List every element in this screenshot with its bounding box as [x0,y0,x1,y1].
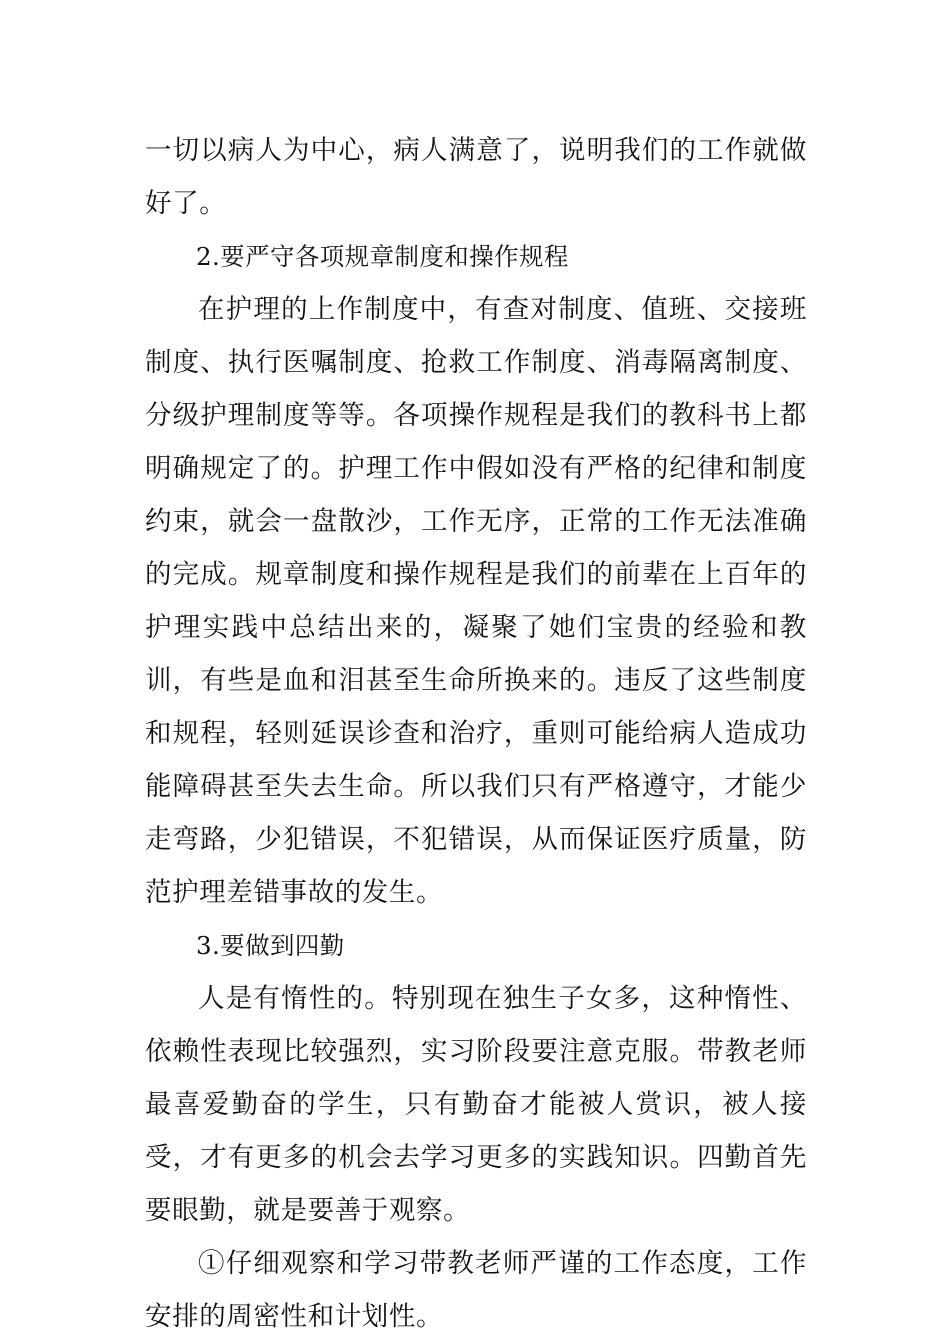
paragraph-rules: 在护理的上作制度中，有查对制度、值班、交接班制度、执行医嘱制度、抢救工作制度、消毒隔离制度、分级护理制度等等。各项操作规程是我们的教科书上都明确规定了的。护理工作中假如没有严格的纪律和制度约束，就会一盘散沙，工作无序，正常的工作无法准确的完成。规章制度和操作规程是我们的前辈在上百年的护理实践中总结出来的，凝聚了她们宝贵的经验和教训，有些是血和泪甚至生命所换来的。违反了这些制度和规程，轻则延误诊查和治疗，重则可能给病人造成功能障碍甚至失去生命。所以我们只有严格遵守，才能少走弯路，少犯错误，不犯错误，从而保证医疗质量，防范护理差错事故的发生。 [145,294,807,908]
section-heading-3: 3.要做到四勤 [196,931,345,960]
paragraph-diligence: 人是有惰性的。特别现在独生子女多，这种惰性、依赖性表现比较强烈，实习阶段要注意克服。带教老师最喜爱勤奋的学生，只有勤奋才能被人赏识，被人接受，才有更多的机会去学习更多的实践知识。四勤首先要眼勤，就是要善于观察。 [145,983,807,1226]
document-body [145,124,807,1343]
paragraph-observe: ①仔细观察和学习带教老师严谨的工作态度，工作安排的周密性和计划性。 [145,1248,807,1332]
section-heading-2: 2.要严守各项规章制度和操作规程 [196,242,569,271]
paragraph-continuation: 一切以病人为中心，病人满意了，说明我们的工作就做好了。 [145,135,807,219]
